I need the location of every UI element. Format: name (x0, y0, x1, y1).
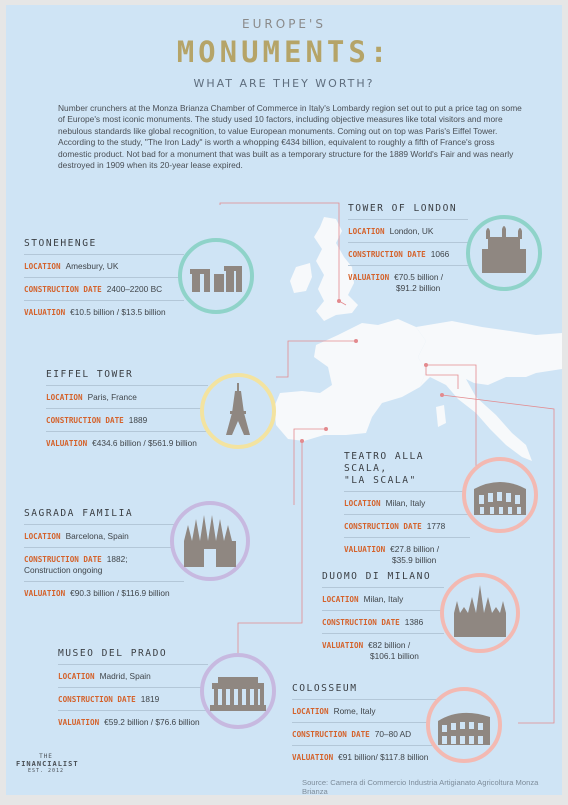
valuation-label: VALUATION (348, 273, 390, 282)
construction-date-row (322, 610, 444, 633)
monument-name: SAGRADA FAMILIA (24, 508, 134, 519)
valuation-row (348, 265, 468, 299)
construction-date-value: 1386 (404, 617, 424, 627)
valuation-value: €70.5 billion / (394, 272, 444, 282)
monument-eiffel-tower (46, 369, 208, 454)
financialist-logo (16, 753, 79, 774)
monument-colosseum (292, 683, 444, 768)
construction-date-value: 1066 (430, 249, 450, 259)
construction-date-label: CONSTRUCTION DATE (24, 555, 102, 564)
tower-icon (466, 215, 542, 291)
location-value: Amesbury, UK (65, 261, 119, 271)
intro-paragraph: Number crunchers at the Monza Brianza Chamber of Commerce in Italy's Lombardy region set out to put a price tag on some of Europe's most iconic monuments. The study used 10 factors, including objective measures like total visitors and more nebulous standards like global recognition, to value European monuments. Coming out on top was Paris's Eiffel Tower. According to the study, "The Iron Lady" is worth a whopping €434 billion, equivalent to roughly a fifth of France's gross domestic product. Not bad for a monument that was built as a temporary structure for the 1889 World's Fair and was nearly destroyed in 1909 when its 20-year lease expired. (58, 103, 522, 171)
monument-tower-of-london (348, 203, 468, 299)
construction-date-value: 1778 (426, 521, 446, 531)
monument-name-line1: TEATRO ALLA SCALA, (344, 451, 425, 474)
monument-name: COLOSSEUM (292, 683, 358, 694)
construction-date-value: 1819 (140, 694, 160, 704)
construction-date-label: CONSTRUCTION DATE (292, 730, 370, 739)
location-label: LOCATION (322, 595, 359, 604)
cathedral-icon (170, 501, 250, 581)
valuation-value: €90.3 billion / $116.9 billion (70, 588, 170, 598)
location-value: Barcelona, Spain (65, 531, 129, 541)
map-italy (416, 321, 562, 461)
duomo-icon (440, 573, 520, 653)
valuation-value-line2: $35.9 billion (392, 555, 437, 565)
valuation-row (292, 745, 444, 768)
valuation-row (322, 633, 444, 667)
monument-name: MUSEO DEL PRADO (58, 648, 168, 659)
valuation-value: €434.6 billion / $561.9 billion (92, 438, 197, 448)
monument-la-scala (344, 451, 470, 571)
theater-icon (462, 457, 538, 533)
monument-museo-del-prado (58, 648, 208, 733)
header-eyebrow: EUROPE'S (242, 17, 326, 31)
construction-date-row (292, 722, 444, 745)
valuation-row (58, 710, 208, 733)
location-row (322, 587, 444, 610)
stonehenge-icon (178, 238, 254, 314)
valuation-label: VALUATION (344, 545, 386, 554)
monument-sagrada-familia (24, 508, 184, 604)
valuation-label: VALUATION (24, 589, 66, 598)
construction-date-value: 2400–2200 BC (106, 284, 163, 294)
location-row (24, 254, 184, 277)
location-label: LOCATION (46, 393, 83, 402)
infographic-page (6, 5, 562, 795)
valuation-row (344, 537, 470, 571)
location-row (58, 664, 208, 687)
monument-duomo-di-milano (322, 571, 444, 667)
construction-date-label: CONSTRUCTION DATE (344, 522, 422, 531)
location-label: LOCATION (58, 672, 95, 681)
location-value: Rome, Italy (333, 706, 376, 716)
valuation-value: €82 billion / (368, 640, 411, 650)
location-row (344, 491, 470, 514)
location-value: Paris, France (87, 392, 137, 402)
construction-date-value: 70–80 AD (374, 729, 412, 739)
museum-icon (200, 653, 276, 729)
monument-name: STONEHENGE (24, 238, 97, 249)
location-label: LOCATION (24, 262, 61, 271)
map-france-iberia (274, 319, 426, 441)
location-label: LOCATION (24, 532, 61, 541)
construction-date-row (46, 408, 208, 431)
monument-name-line2: "LA SCALA" (344, 475, 417, 486)
valuation-row (24, 300, 184, 323)
construction-date-row (348, 242, 468, 265)
valuation-label: VALUATION (58, 718, 100, 727)
location-row (46, 385, 208, 408)
construction-date-value-line2: Construction ongoing (24, 565, 103, 575)
monument-name: EIFFEL TOWER (46, 369, 134, 380)
valuation-value: €91 billion/ $117.8 billion (338, 752, 429, 762)
location-value: Madrid, Spain (99, 671, 151, 681)
monument-name: TOWER OF LONDON (348, 203, 458, 214)
construction-date-label: CONSTRUCTION DATE (348, 250, 426, 259)
location-label: LOCATION (348, 227, 385, 236)
valuation-row (24, 581, 184, 604)
colosseum-icon (426, 687, 502, 763)
construction-date-row (58, 687, 208, 710)
valuation-label: VALUATION (46, 439, 88, 448)
logo-line3: EST. 2012 (27, 768, 65, 774)
location-row (24, 524, 184, 547)
source-note: Source: Camera di Commercio Industria Artigianato Agricoltura Monza Brianza (302, 778, 539, 795)
valuation-value: €59.2 billion / $76.6 billion (104, 717, 200, 727)
location-row (292, 699, 444, 722)
location-value: London, UK (389, 226, 434, 236)
valuation-value-line2: $91.2 billion (396, 283, 441, 293)
valuation-value-line2: $106.1 billion (370, 651, 419, 661)
logo-line1: THE (39, 753, 53, 760)
construction-date-row (344, 514, 470, 537)
eiffel-icon (200, 373, 276, 449)
valuation-label: VALUATION (292, 753, 334, 762)
construction-date-label: CONSTRUCTION DATE (46, 416, 124, 425)
page-subtitle: WHAT ARE THEY WORTH? (193, 77, 375, 90)
construction-date-value: 1882; (106, 554, 128, 564)
valuation-value: €27.8 billion / (390, 544, 440, 554)
monument-stonehenge (24, 238, 184, 323)
location-label: LOCATION (344, 499, 381, 508)
monument-name: DUOMO DI MILANO (322, 571, 432, 582)
valuation-value: €10.5 billion / $13.5 billion (70, 307, 166, 317)
valuation-row (46, 431, 208, 454)
valuation-label: VALUATION (24, 308, 66, 317)
construction-date-row (24, 547, 184, 581)
monument-name (344, 451, 470, 487)
construction-date-label: CONSTRUCTION DATE (322, 618, 400, 627)
logo-line2: FINANCIALIST (16, 760, 79, 768)
valuation-label: VALUATION (322, 641, 364, 650)
location-value: Milan, Italy (385, 498, 426, 508)
page-title: MONUMENTS: (176, 35, 392, 69)
location-value: Milan, Italy (363, 594, 404, 604)
map-sardinia (436, 405, 446, 427)
construction-date-label: CONSTRUCTION DATE (24, 285, 102, 294)
map-ireland (290, 263, 312, 293)
location-label: LOCATION (292, 707, 329, 716)
construction-date-label: CONSTRUCTION DATE (58, 695, 136, 704)
construction-date-row (24, 277, 184, 300)
location-row (348, 219, 468, 242)
construction-date-value: 1889 (128, 415, 148, 425)
